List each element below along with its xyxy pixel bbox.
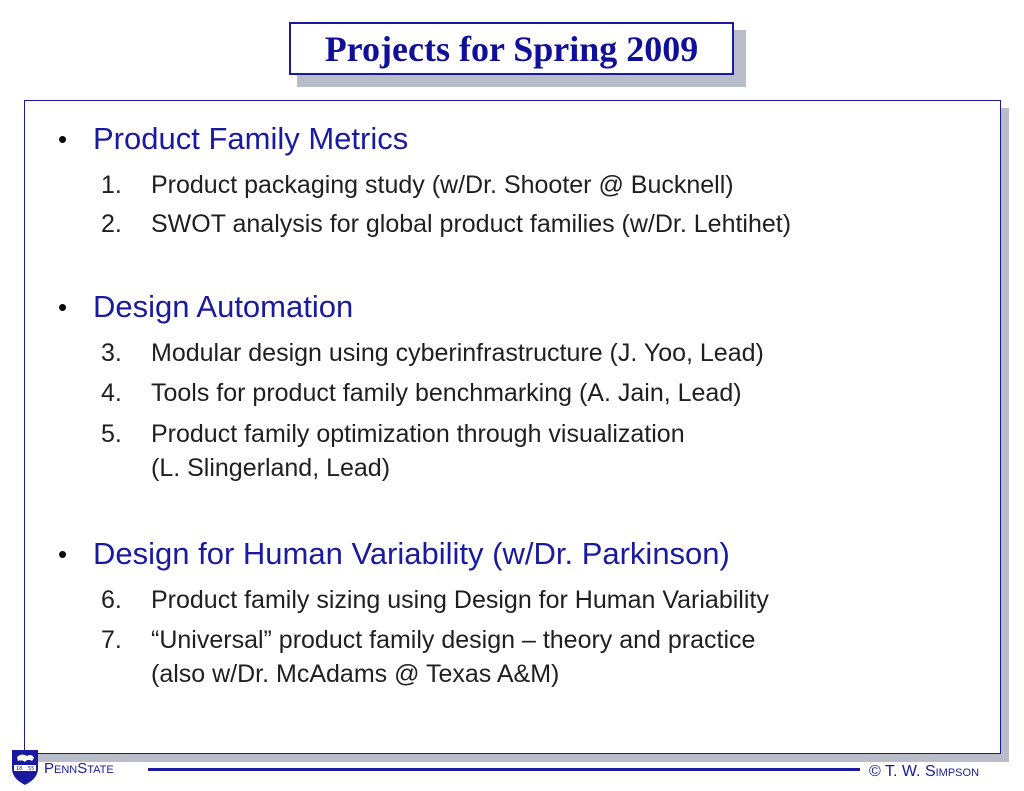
logo-year-right: 55	[28, 766, 35, 772]
pennstate-wordmark: PennState	[44, 760, 114, 777]
item-number: 6.	[101, 586, 122, 614]
item-number: 5.	[101, 420, 122, 448]
bullet-icon: •	[58, 124, 68, 154]
item-number: 4.	[101, 379, 122, 407]
item-text: Product family optimization through visualization	[151, 420, 685, 448]
bullet-icon: •	[58, 539, 68, 569]
content-panel	[24, 100, 1001, 754]
item-text: SWOT analysis for global product families (w/Dr. Lehtihet)	[151, 210, 792, 238]
item-text: Modular design using cyberinfrastructure (J. Yoo, Lead)	[151, 339, 764, 367]
section-heading	[58, 121, 408, 157]
item-text: “Universal” product family design – theory and practice	[151, 626, 756, 654]
list-item	[101, 583, 769, 617]
logo-year-left: 18	[16, 766, 23, 772]
section-heading-text: Design for Human Variability (w/Dr. Parkinson)	[93, 536, 730, 571]
section-heading	[58, 289, 353, 325]
item-number: 1.	[101, 171, 122, 199]
item-continuation: (also w/Dr. McAdams @ Texas A&M)	[151, 660, 560, 688]
section-heading-text: Product Family Metrics	[93, 121, 409, 156]
list-item	[101, 207, 791, 241]
item-text: Product packaging study (w/Dr. Shooter @ Bucknell)	[151, 171, 734, 199]
list-item	[101, 336, 764, 370]
copyright-text: © T. W. Simpson	[869, 763, 980, 780]
bullet-list	[25, 101, 1000, 753]
list-item	[101, 168, 734, 202]
footer-divider	[148, 768, 860, 771]
slide-title: Projects for Spring 2009	[324, 28, 699, 69]
pennstate-shield-logo	[10, 748, 40, 786]
item-number: 3.	[101, 339, 122, 367]
item-number: 2.	[101, 210, 122, 238]
title-box	[289, 22, 734, 75]
section-heading	[58, 536, 730, 572]
list-item	[101, 417, 685, 482]
item-number: 7.	[101, 626, 122, 654]
item-text: Product family sizing using Design for Human Variability	[151, 586, 769, 614]
item-text: Tools for product family benchmarking (A. Jain, Lead)	[151, 379, 742, 407]
item-continuation: (L. Slingerland, Lead)	[151, 454, 391, 482]
bullet-icon: •	[58, 292, 68, 322]
list-item	[101, 376, 742, 410]
list-item	[101, 623, 756, 688]
section-heading-text: Design Automation	[93, 289, 354, 324]
